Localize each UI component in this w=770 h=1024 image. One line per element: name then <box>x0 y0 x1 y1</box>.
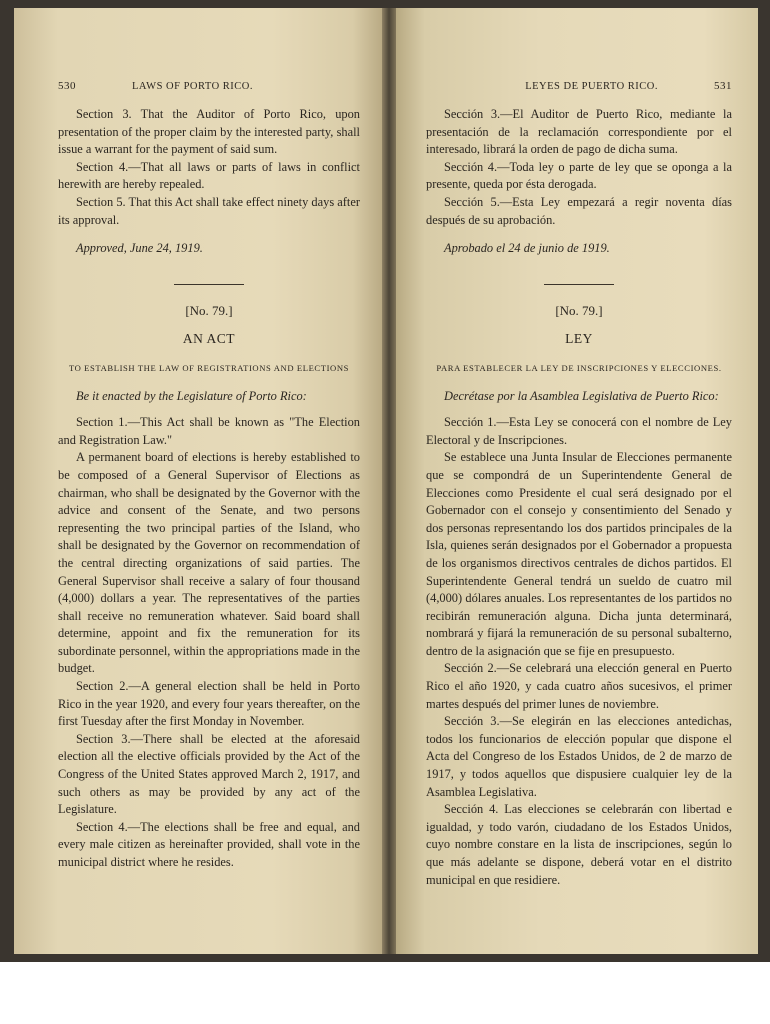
left-page <box>14 8 382 954</box>
right-page-number: 531 <box>714 80 732 92</box>
right-prior-section: Sección 3.—El Auditor de Puerto Rico, mediante la presentación de la reclamación correspondiente por el interesado, librará la orden de pago de dicha suma. <box>426 107 732 157</box>
left-section: Section 2.—A general election shall be held in Porto Rico in the year 1920, and every four years thereafter, on the first Tuesday after the first Monday in November. <box>58 679 360 729</box>
right-running-title: LEYES DE PUERTO RICO. <box>525 81 658 92</box>
left-prior-section: Section 5. That this Act shall take effect ninety days after its approval. <box>58 194 360 227</box>
right-divider <box>544 284 614 285</box>
left-act-heading: AN ACT <box>182 331 236 347</box>
right-section: Sección 1.—Esta Ley se conocerá con el nombre de Ley Electoral y de Inscripciones. <box>426 415 732 447</box>
left-enacting-clause: Be it enacted by the Legislature of Porto Rico: <box>76 389 307 404</box>
left-approved-date: Approved, June 24, 1919. <box>76 241 203 256</box>
right-act-subheading: PARA ESTABLECER LA LEY DE INSCRIPCIONES Y ELECCIONES. <box>436 363 722 374</box>
left-running-title: LAWS OF PORTO RICO. <box>132 81 254 92</box>
left-prior-section: Section 3. That the Auditor of Porto Rico, upon presentation of the proper claim by the interested party, shall issue a warrant for the payment of said sum. <box>58 107 360 157</box>
left-section: Section 4.—The elections shall be free and equal, and every male citizen as hereinafter provided, shall vote in the municipal district where he resides. <box>58 819 360 869</box>
left-act-subheading: TO ESTABLISH THE LAW OF REGISTRATIONS AND ELECTIONS <box>68 363 350 374</box>
right-prior-section: Sección 4.—Toda ley o parte de ley que se oponga a la presente, queda por ésta derogada. <box>426 159 732 192</box>
right-approved-date: Aprobado el 24 de junio de 1919. <box>444 241 610 256</box>
right-enacting-clause: Decrétase por la Asamblea Legislativa de Puerto Rico: <box>444 389 719 404</box>
right-prior-section: Sección 5.—Esta Ley empezará a regir noventa días después de su aprobación. <box>426 194 732 227</box>
left-running-head <box>58 80 360 92</box>
left-act-number: [No. 79.] <box>185 303 233 319</box>
left-prior-section: Section 4.—That all laws or parts of laws in conflict herewith are hereby repealed. <box>58 159 360 192</box>
book-gutter <box>382 8 396 954</box>
right-section: Sección 2.—Se celebrará una elección general en Puerto Rico el año 1920, y cada cuatro años sucesivos, el primer martes después del primer lunes de noviembre. <box>426 661 732 711</box>
left-section: A permanent board of elections is hereby established to be composed of a General Supervisor of Elections as chairman, who shall be designated by the Governor with the advice and consent of the Senate, and two persons representing the two principal parties of the Island, who shall be designated by the Governor on recommendation of the central directing organizations of said parties. The General Supervisor shall receive a salary of four thousand (4,000) dollars a year. The representatives of the parties shall receive no remuneration whatever. Said board shall determine, appoint and fix the remuneration for its subordinate personnel, within the appropriations made in the budget. <box>58 450 360 676</box>
right-section: Sección 4. Las elecciones se celebrarán con libertad e igualdad, y todo varón, ciudadano de los Estados Unidos, cuyo nombre constare en la lista de inscripciones, según lo que más adelante se dispone, deberá votar en el distrito municipal en que residiere. <box>426 802 732 887</box>
right-running-head <box>426 80 732 92</box>
left-section: Section 1.—This Act shall be known as "The Election and Registration Law." <box>58 415 360 447</box>
right-act-number: [No. 79.] <box>555 303 603 319</box>
right-act-heading: LEY <box>565 331 593 347</box>
left-section: Section 3.—There shall be elected at the aforesaid election all the elective officials provided by the Act of the Congress of the United States approved March 2, 1917, and such others as may be provided by any act of the Legislature. <box>58 731 360 817</box>
right-section: Se establece una Junta Insular de Elecciones permanente que se compondrá de un Superintendente General de Elecciones como Presidente el cual será designado por el Gobernador con el consejo y consentimiento del Senado y dos personas representando los dos partidos principales de la Isla, quienes serán designados por el Gobernador a propuesta de los organismos directivos centrales de dichos partidos. El Superintendente General tendrá un sueldo de cuatro mil (4,000) dólares anuales. Los representantes de los partidos no recibirán remuneración alguna. Dicha junta determinará, nombrará y fijará la remuneración de su personal subalterno, dentro de la asignación que se fije en presupuesto. <box>426 450 732 658</box>
right-page <box>396 8 758 954</box>
left-divider <box>174 284 244 285</box>
left-page-number: 530 <box>58 80 76 92</box>
right-section: Sección 3.—Se elegirán en las elecciones antedichas, todos los funcionarios de elección popular que dispone el Acta del Congreso de los Estados Unidos, de 2 de marzo de 1917, y todos aquellos que dispusiere cualquier ley de la Asamblea Legislativa. <box>426 714 732 799</box>
